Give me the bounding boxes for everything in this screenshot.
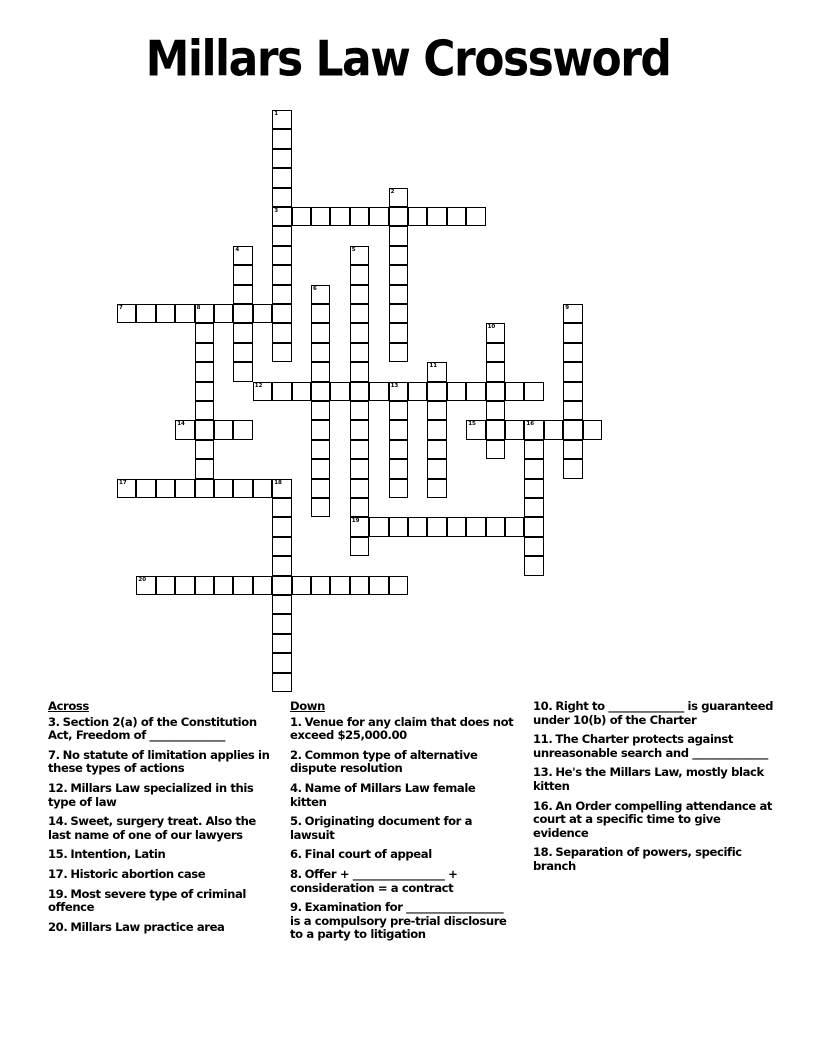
grid-cell[interactable] (272, 653, 291, 672)
grid-cell[interactable] (389, 323, 408, 342)
clue-item-number: 4. (290, 780, 302, 795)
grid-cell[interactable] (292, 576, 311, 595)
grid-cell[interactable] (389, 304, 408, 323)
grid-cell[interactable] (389, 382, 408, 401)
grid-cell[interactable] (272, 110, 291, 129)
grid-cell[interactable] (447, 517, 466, 536)
grid-cell[interactable] (272, 556, 291, 575)
grid-cell[interactable] (350, 459, 369, 478)
grid-cell[interactable] (563, 343, 582, 362)
grid-cell[interactable] (427, 479, 446, 498)
grid-cell[interactable] (389, 265, 408, 284)
grid-cell[interactable] (233, 246, 252, 265)
grid-cell[interactable] (563, 304, 582, 323)
grid-cell[interactable] (524, 382, 543, 401)
grid-cell[interactable] (486, 517, 505, 536)
grid-cell[interactable] (233, 343, 252, 362)
clue-item-number: 19. (48, 886, 68, 901)
grid-cell[interactable] (486, 362, 505, 381)
grid-cell[interactable] (272, 498, 291, 517)
grid-cell[interactable] (486, 382, 505, 401)
grid-cell[interactable] (389, 188, 408, 207)
grid-cell[interactable] (272, 226, 291, 245)
grid-cell[interactable] (233, 479, 252, 498)
clue-item-text: No statute of limitation applies in these types of actions (48, 747, 270, 776)
grid-cell[interactable] (505, 420, 524, 439)
grid-cell[interactable] (447, 382, 466, 401)
grid-cell[interactable] (272, 537, 291, 556)
grid-cell[interactable] (195, 479, 214, 498)
grid-cell[interactable] (311, 479, 330, 498)
grid-cell[interactable] (350, 479, 369, 498)
grid-cell[interactable] (175, 576, 194, 595)
grid-cell[interactable] (272, 673, 291, 692)
clue-item-text: Most severe type of criminal offence (48, 886, 246, 915)
grid-cell[interactable] (195, 576, 214, 595)
clue-item-number: 10. (533, 699, 553, 713)
grid-cell[interactable] (311, 343, 330, 362)
grid-cell[interactable] (563, 420, 582, 439)
grid-cell[interactable] (350, 420, 369, 439)
clue-item-number: 16. (533, 798, 553, 813)
grid-cell[interactable] (524, 517, 543, 536)
grid-cell[interactable] (272, 285, 291, 304)
grid-cell[interactable] (272, 634, 291, 653)
grid-cell[interactable] (175, 304, 194, 323)
grid-cell[interactable] (369, 207, 388, 226)
clue-number: 18 (274, 479, 282, 486)
clue-item (290, 901, 515, 942)
grid-cell[interactable] (272, 595, 291, 614)
clue-item-text: Name of Millars Law female kitten (290, 780, 476, 809)
grid-cell[interactable] (233, 285, 252, 304)
grid-cell[interactable] (389, 459, 408, 478)
clue-number: 3 (274, 208, 279, 214)
clue-item-text: An Order compelling attendance at court at a specific time to give evidence (533, 798, 773, 840)
grid-cell[interactable] (195, 323, 214, 342)
grid-cell[interactable] (233, 304, 252, 323)
clue-number: 4 (235, 246, 240, 253)
clue-item-number: 13. (533, 765, 553, 780)
grid-cell[interactable] (233, 362, 252, 381)
grid-cell[interactable] (369, 517, 388, 536)
grid-cell[interactable] (292, 207, 311, 226)
down-clues-continued (533, 700, 773, 880)
grid-cell[interactable] (253, 576, 272, 595)
grid-cell[interactable] (350, 207, 369, 226)
clue-number: 1 (274, 111, 279, 117)
clue-item-text: He's the Millars Law, mostly black kitten (533, 765, 764, 793)
clue-item-number: 12. (48, 780, 68, 795)
down-clues (290, 700, 515, 948)
grid-cell[interactable] (311, 382, 330, 401)
grid-cell[interactable] (408, 382, 427, 401)
grid-cell[interactable] (389, 420, 408, 439)
grid-cell[interactable] (389, 246, 408, 265)
grid-cell[interactable] (486, 440, 505, 459)
grid-cell[interactable] (466, 420, 485, 439)
grid-cell[interactable] (563, 440, 582, 459)
clue-item-text: Separation of powers, specific branch (533, 845, 742, 873)
grid-cell[interactable] (233, 323, 252, 342)
grid-cell[interactable] (427, 517, 446, 536)
grid-cell[interactable] (311, 420, 330, 439)
grid-cell[interactable] (272, 168, 291, 187)
grid-cell[interactable] (350, 323, 369, 342)
clue-item-text: Millars Law specialized in this type of law (48, 780, 254, 809)
grid-cell[interactable] (350, 498, 369, 517)
grid-cell[interactable] (330, 382, 349, 401)
grid-cell[interactable] (330, 207, 349, 226)
grid-cell[interactable] (350, 401, 369, 420)
grid-cell[interactable] (136, 304, 155, 323)
grid-cell[interactable] (311, 323, 330, 342)
grid-cell[interactable] (117, 479, 136, 498)
grid-cell[interactable] (253, 382, 272, 401)
grid-cell[interactable] (311, 459, 330, 478)
grid-cell[interactable] (272, 614, 291, 633)
clue-item-text: Originating document for a lawsuit (290, 814, 473, 842)
clue-item (290, 868, 515, 895)
grid-cell[interactable] (563, 382, 582, 401)
grid-cell[interactable] (195, 401, 214, 420)
grid-cell[interactable] (389, 343, 408, 362)
clue-number: 13 (390, 382, 399, 389)
clue-item-text: The Charter protects against unreasonable search and ______________ (533, 732, 768, 760)
clue-item-text: Final court of appeal (304, 847, 432, 862)
grid-cell[interactable] (408, 207, 427, 226)
clue-number: 10 (487, 324, 496, 331)
grid-cell[interactable] (486, 420, 505, 439)
grid-cell[interactable] (466, 517, 485, 536)
clue-item (290, 716, 515, 743)
clue-item-text: Section 2(a) of the Constitution Act, Freedom of ______________ (48, 714, 257, 743)
grid-cell[interactable] (175, 420, 194, 439)
grid-cell[interactable] (272, 479, 291, 498)
clue-item-number: 18. (533, 845, 553, 860)
clue-item (533, 846, 773, 873)
clue-item (48, 848, 278, 862)
clue-number: 12 (254, 382, 263, 389)
grid-cell[interactable] (350, 517, 369, 536)
clue-item (48, 868, 278, 882)
clue-number: 2 (390, 188, 395, 195)
grid-cell[interactable] (369, 382, 388, 401)
grid-cell[interactable] (195, 382, 214, 401)
grid-cell[interactable] (350, 343, 369, 362)
grid-cell[interactable] (272, 517, 291, 536)
clue-item (533, 766, 773, 793)
clue-item-number: 9. (290, 900, 302, 915)
grid-cell[interactable] (524, 440, 543, 459)
clue-item-number: 14. (48, 814, 68, 829)
clue-item-text: Intention, Latin (70, 847, 166, 862)
clue-item-number: 11. (533, 732, 553, 747)
clue-number: 16 (526, 421, 535, 428)
grid-cell[interactable] (214, 576, 233, 595)
grid-cell[interactable] (272, 265, 291, 284)
grid-cell[interactable] (408, 517, 427, 536)
grid-cell[interactable] (389, 207, 408, 226)
grid-cell[interactable] (389, 576, 408, 595)
grid-cell[interactable] (389, 440, 408, 459)
clue-number: 20 (138, 576, 147, 583)
grid-cell[interactable] (330, 576, 349, 595)
grid-cell[interactable] (350, 440, 369, 459)
grid-cell[interactable] (427, 382, 446, 401)
grid-cell[interactable] (389, 479, 408, 498)
grid-cell[interactable] (311, 498, 330, 517)
grid-cell[interactable] (505, 382, 524, 401)
grid-cell[interactable] (389, 285, 408, 304)
grid-cell[interactable] (486, 323, 505, 342)
grid-cell[interactable] (214, 479, 233, 498)
grid-cell[interactable] (156, 304, 175, 323)
clue-item (533, 700, 773, 727)
grid-cell[interactable] (311, 207, 330, 226)
grid-cell[interactable] (233, 265, 252, 284)
clue-item-number: 20. (48, 919, 68, 934)
grid-cell[interactable] (195, 440, 214, 459)
grid-cell[interactable] (350, 382, 369, 401)
grid-cell[interactable] (117, 304, 136, 323)
clue-item-number: 15. (48, 847, 68, 862)
grid-cell[interactable] (389, 401, 408, 420)
grid-cell[interactable] (486, 401, 505, 420)
grid-cell[interactable] (195, 304, 214, 323)
grid-cell[interactable] (272, 246, 291, 265)
grid-cell[interactable] (350, 576, 369, 595)
grid-cell[interactable] (311, 576, 330, 595)
grid-cell[interactable] (350, 537, 369, 556)
clue-item-number: 5. (290, 814, 302, 829)
clue-item-number: 8. (290, 866, 302, 881)
grid-cell[interactable] (486, 343, 505, 362)
grid-cell[interactable] (350, 246, 369, 265)
clue-item (48, 921, 278, 935)
grid-cell[interactable] (524, 498, 543, 517)
grid-cell[interactable] (136, 479, 155, 498)
grid-cell[interactable] (233, 576, 252, 595)
grid-cell[interactable] (505, 517, 524, 536)
grid-cell[interactable] (195, 459, 214, 478)
grid-cell[interactable] (350, 304, 369, 323)
grid-cell[interactable] (136, 576, 155, 595)
clue-number: 17 (119, 479, 127, 486)
across-heading: Across (48, 699, 89, 713)
grid-cell[interactable] (427, 362, 446, 381)
grid-cell[interactable] (389, 226, 408, 245)
grid-cell[interactable] (272, 207, 291, 226)
grid-cell[interactable] (563, 323, 582, 342)
grid-cell[interactable] (563, 401, 582, 420)
grid-cell[interactable] (195, 362, 214, 381)
grid-cell[interactable] (563, 459, 582, 478)
page-title: Millars Law Crossword (145, 30, 671, 89)
clue-number: 6 (313, 285, 317, 292)
grid-cell[interactable] (563, 362, 582, 381)
grid-cell[interactable] (175, 479, 194, 498)
grid-cell[interactable] (272, 129, 291, 148)
clue-item-text: Right to ______________ is guaranteed under 10(b) of the Charter (533, 699, 773, 727)
clue-number: 7 (119, 305, 123, 311)
grid-cell[interactable] (253, 479, 272, 498)
clue-item-number: 6. (290, 847, 302, 862)
grid-cell[interactable] (272, 343, 291, 362)
clue-item-text: Examination for __________________ is a compulsory pre-trial disclosure to a party to litigation (290, 900, 507, 942)
clue-number: 15 (468, 421, 476, 428)
clue-item-text: Historic abortion case (70, 866, 206, 881)
clue-number: 19 (351, 518, 360, 525)
grid-cell[interactable] (524, 420, 543, 439)
clue-item (290, 815, 515, 842)
grid-cell[interactable] (524, 556, 543, 575)
grid-cell[interactable] (214, 420, 233, 439)
grid-cell[interactable] (524, 537, 543, 556)
grid-cell[interactable] (233, 420, 252, 439)
grid-cell[interactable] (311, 304, 330, 323)
clue-item (48, 749, 278, 776)
grid-cell[interactable] (427, 459, 446, 478)
grid-cell[interactable] (272, 149, 291, 168)
grid-cell[interactable] (272, 188, 291, 207)
clue-item (48, 888, 278, 915)
grid-cell[interactable] (272, 304, 291, 323)
grid-cell[interactable] (350, 285, 369, 304)
grid-cell[interactable] (253, 304, 272, 323)
clue-item-text: Venue for any claim that does not exceed $25,000.00 (290, 714, 514, 743)
grid-cell[interactable] (466, 382, 485, 401)
grid-cell[interactable] (156, 576, 175, 595)
grid-cell[interactable] (272, 576, 291, 595)
grid-cell[interactable] (311, 285, 330, 304)
grid-cell[interactable] (369, 576, 388, 595)
clue-item (290, 782, 515, 809)
grid-cell[interactable] (214, 304, 233, 323)
down-heading: Down (290, 699, 325, 713)
grid-cell[interactable] (311, 440, 330, 459)
clue-number: 9 (565, 305, 570, 311)
clue-item-number: 1. (290, 714, 302, 729)
clue-item (533, 733, 773, 760)
grid-cell[interactable] (311, 362, 330, 381)
clue-number: 5 (351, 246, 356, 253)
clue-item-text: Millars Law practice area (70, 919, 225, 934)
grid-cell[interactable] (466, 207, 485, 226)
grid-cell[interactable] (427, 440, 446, 459)
grid-cell[interactable] (311, 401, 330, 420)
grid-cell[interactable] (544, 420, 563, 439)
clue-item-text: Sweet, surgery treat. Also the last name of one of our lawyers (48, 814, 256, 842)
clue-number: 8 (196, 305, 201, 311)
clue-item-text: Offer + _________________ + consideration = a contract (290, 866, 458, 895)
grid-cell[interactable] (389, 517, 408, 536)
grid-cell[interactable] (447, 207, 466, 226)
grid-cell[interactable] (272, 382, 291, 401)
grid-cell[interactable] (427, 401, 446, 420)
clue-item-number: 2. (290, 747, 302, 762)
clue-item-number: 3. (48, 714, 60, 729)
grid-cell[interactable] (427, 420, 446, 439)
clue-item (48, 716, 278, 743)
clue-item-number: 17. (48, 866, 68, 881)
grid-cell[interactable] (272, 323, 291, 342)
clue-item-number: 7. (48, 747, 60, 762)
grid-cell[interactable] (195, 343, 214, 362)
grid-cell[interactable] (195, 420, 214, 439)
clue-number: 11 (429, 363, 438, 370)
grid-cell[interactable] (583, 420, 602, 439)
grid-cell[interactable] (427, 207, 446, 226)
grid-cell[interactable] (350, 362, 369, 381)
clue-item (290, 749, 515, 776)
clue-item (48, 782, 278, 809)
clue-item (290, 848, 515, 862)
clue-item-text: Common type of alternative dispute resolution (290, 747, 478, 776)
grid-cell[interactable] (524, 459, 543, 478)
across-clues (48, 700, 278, 940)
clue-item (48, 815, 278, 842)
grid-cell[interactable] (292, 382, 311, 401)
grid-cell[interactable] (350, 265, 369, 284)
grid-cell[interactable] (524, 479, 543, 498)
clue-number: 14 (177, 421, 185, 428)
clue-item (533, 800, 773, 841)
grid-cell[interactable] (156, 479, 175, 498)
